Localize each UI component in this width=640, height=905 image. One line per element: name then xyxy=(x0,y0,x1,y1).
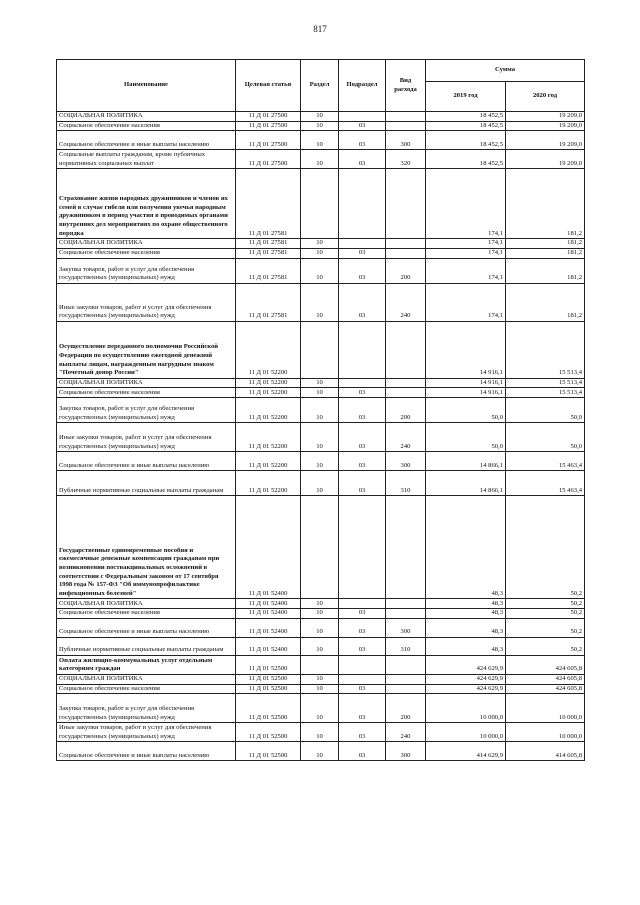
row-target: 11 Д 01 27500 xyxy=(236,121,301,131)
row-target: 11 Д 01 52500 xyxy=(236,684,301,694)
row-target: 11 Д 01 52400 xyxy=(236,599,301,609)
row-subsection xyxy=(339,655,386,674)
row-name: Социальные выплаты гражданам, кроме публичных нормативных социальных выплат xyxy=(57,150,236,169)
row-subsection: 03 xyxy=(339,388,386,398)
row-section: 10 xyxy=(301,723,339,742)
header-expense-type: Вид расхода xyxy=(386,60,426,112)
row-subsection xyxy=(339,378,386,388)
row-expense-type: 240 xyxy=(386,723,426,742)
row-section: 10 xyxy=(301,239,339,249)
row-sum-2019: 14 866,1 xyxy=(426,452,506,471)
row-target: 11 Д 01 52200 xyxy=(236,321,301,378)
row-section: 10 xyxy=(301,742,339,761)
row-subsection: 03 xyxy=(339,471,386,496)
table-row xyxy=(57,239,585,249)
table-row xyxy=(57,121,585,131)
row-sum-2019: 48,3 xyxy=(426,599,506,609)
row-section: 10 xyxy=(301,150,339,169)
row-sum-2020: 50,0 xyxy=(506,423,585,452)
row-sum-2020: 50,0 xyxy=(506,398,585,423)
row-sum-2019: 174,1 xyxy=(426,283,506,321)
row-name: Социальное обеспечение населения xyxy=(57,684,236,694)
page-number: 817 xyxy=(313,24,327,34)
row-name: СОЦИАЛЬНАЯ ПОЛИТИКА xyxy=(57,674,236,684)
row-target: 11 Д 01 52200 xyxy=(236,388,301,398)
row-section xyxy=(301,321,339,378)
row-sum-2020: 10 000,0 xyxy=(506,723,585,742)
row-section: 10 xyxy=(301,471,339,496)
row-sum-2019: 174,1 xyxy=(426,248,506,258)
row-name: СОЦИАЛЬНАЯ ПОЛИТИКА xyxy=(57,239,236,249)
row-section: 10 xyxy=(301,121,339,131)
table-row xyxy=(57,674,585,684)
row-target: 11 Д 01 52400 xyxy=(236,618,301,637)
row-expense-type: 320 xyxy=(386,150,426,169)
row-name: Закупка товаров, работ и услуг для обеспечения государственных (муниципальных) нужд xyxy=(57,694,236,723)
row-sum-2020: 181,2 xyxy=(506,248,585,258)
row-section: 10 xyxy=(301,684,339,694)
table-row xyxy=(57,637,585,655)
row-name: Социальное обеспечение и иные выплаты населению xyxy=(57,742,236,761)
row-sum-2020: 50,2 xyxy=(506,599,585,609)
row-section xyxy=(301,655,339,674)
row-sum-2020: 50,2 xyxy=(506,609,585,619)
row-expense-type: 300 xyxy=(386,742,426,761)
row-name: Публичные нормативные социальные выплаты гражданам xyxy=(57,471,236,496)
row-name: Закупка товаров, работ и услуг для обеспечения государственных (муниципальных) нужд xyxy=(57,398,236,423)
row-expense-type xyxy=(386,321,426,378)
row-subsection: 03 xyxy=(339,742,386,761)
row-sum-2020: 19 209,0 xyxy=(506,150,585,169)
row-name: Социальное обеспечение и иные выплаты населению xyxy=(57,618,236,637)
row-sum-2020: 50,2 xyxy=(506,496,585,599)
row-sum-2019: 14 916,1 xyxy=(426,378,506,388)
table-row xyxy=(57,131,585,150)
row-name: Социальное обеспечение населения xyxy=(57,248,236,258)
row-target: 11 Д 01 52200 xyxy=(236,378,301,388)
row-subsection: 03 xyxy=(339,684,386,694)
row-sum-2020: 181,2 xyxy=(506,283,585,321)
row-sum-2019: 414 629,9 xyxy=(426,742,506,761)
row-section: 10 xyxy=(301,112,339,122)
row-subsection xyxy=(339,112,386,122)
row-name: Социальное обеспечение населения xyxy=(57,121,236,131)
table-row xyxy=(57,723,585,742)
row-sum-2019: 48,3 xyxy=(426,618,506,637)
row-sum-2020: 50,2 xyxy=(506,637,585,655)
row-subsection: 03 xyxy=(339,423,386,452)
row-subsection xyxy=(339,674,386,684)
row-section: 10 xyxy=(301,248,339,258)
row-sum-2019: 14 916,1 xyxy=(426,388,506,398)
row-subsection: 03 xyxy=(339,131,386,150)
row-expense-type xyxy=(386,674,426,684)
row-section: 10 xyxy=(301,378,339,388)
row-subsection: 03 xyxy=(339,398,386,423)
row-sum-2019: 50,0 xyxy=(426,398,506,423)
table-row xyxy=(57,398,585,423)
row-sum-2019: 48,3 xyxy=(426,637,506,655)
table-row xyxy=(57,423,585,452)
table-row xyxy=(57,258,585,283)
row-subsection: 03 xyxy=(339,248,386,258)
row-sum-2020: 50,2 xyxy=(506,618,585,637)
row-target: 11 Д 01 52400 xyxy=(236,637,301,655)
row-sum-2020: 181,2 xyxy=(506,239,585,249)
row-sum-2020: 424 605,8 xyxy=(506,655,585,674)
row-section: 10 xyxy=(301,674,339,684)
table-body xyxy=(57,112,585,761)
table-row xyxy=(57,283,585,321)
row-sum-2019: 18 452,5 xyxy=(426,112,506,122)
table-row xyxy=(57,684,585,694)
row-name: Закупка товаров, работ и услуг для обеспечения государственных (муниципальных) нужд xyxy=(57,258,236,283)
row-target: 11 Д 01 27581 xyxy=(236,258,301,283)
header-subsection: Подраздел xyxy=(339,60,386,112)
row-name: Страхование жизни народных дружинников и членов их семей в случае гибели или получения увечья народным дружинником в период участия в проводимых органами внутренних дел мероприятиях по охране общественного порядка xyxy=(57,169,236,239)
row-target: 11 Д 01 52500 xyxy=(236,742,301,761)
row-sum-2020: 424 605,8 xyxy=(506,674,585,684)
row-target: 11 Д 01 52200 xyxy=(236,423,301,452)
row-sum-2020: 15 513,4 xyxy=(506,378,585,388)
header-sum: Сумма xyxy=(426,60,585,82)
row-sum-2020: 10 000,0 xyxy=(506,694,585,723)
row-sum-2020: 19 209,0 xyxy=(506,112,585,122)
row-target: 11 Д 01 52500 xyxy=(236,674,301,684)
row-expense-type xyxy=(386,388,426,398)
row-target: 11 Д 01 27500 xyxy=(236,131,301,150)
row-name: Иные закупки товаров, работ и услуг для обеспечения государственных (муниципальных) нужд xyxy=(57,423,236,452)
row-subsection: 03 xyxy=(339,618,386,637)
row-section: 10 xyxy=(301,609,339,619)
row-subsection: 03 xyxy=(339,723,386,742)
table-row xyxy=(57,599,585,609)
table-row xyxy=(57,169,585,239)
header-2019: 2019 год xyxy=(426,82,506,112)
row-name: Социальное обеспечение и иные выплаты населению xyxy=(57,131,236,150)
row-expense-type xyxy=(386,599,426,609)
row-subsection: 03 xyxy=(339,258,386,283)
row-section xyxy=(301,169,339,239)
row-name: Оплата жилищно-коммунальных услуг отдельным категориям граждан xyxy=(57,655,236,674)
row-subsection xyxy=(339,599,386,609)
row-expense-type: 300 xyxy=(386,452,426,471)
row-sum-2019: 18 452,5 xyxy=(426,150,506,169)
row-target: 11 Д 01 52500 xyxy=(236,723,301,742)
row-sum-2019: 14 916,1 xyxy=(426,321,506,378)
row-name: Государственные единовременные пособия и ежемесячные денежные компенсации гражданам при возникновении поствакцинальных осложнений в соответствии с Федеральным законом от 17 сентября 1998 года № 157-ФЗ "Об иммунопрофилактике инфекционных болезней" xyxy=(57,496,236,599)
row-section: 10 xyxy=(301,283,339,321)
row-name: СОЦИАЛЬНАЯ ПОЛИТИКА xyxy=(57,112,236,122)
row-name: СОЦИАЛЬНАЯ ПОЛИТИКА xyxy=(57,378,236,388)
row-expense-type: 310 xyxy=(386,471,426,496)
table-row xyxy=(57,452,585,471)
table-row xyxy=(57,618,585,637)
row-target: 11 Д 01 52200 xyxy=(236,471,301,496)
row-name: Осуществление переданного полномочия Российской Федерации по осуществлению ежегодной денежной выплаты лицам, награжденным нагрудным знаком "Почетный донор России" xyxy=(57,321,236,378)
table-row xyxy=(57,388,585,398)
row-section: 10 xyxy=(301,398,339,423)
row-expense-type xyxy=(386,121,426,131)
row-target: 11 Д 01 52400 xyxy=(236,609,301,619)
row-sum-2020: 19 209,0 xyxy=(506,121,585,131)
row-name: Социальное обеспечение населения xyxy=(57,388,236,398)
row-target: 11 Д 01 27581 xyxy=(236,283,301,321)
header-name: Наименование xyxy=(57,60,236,112)
row-sum-2019: 18 452,5 xyxy=(426,131,506,150)
table-row xyxy=(57,694,585,723)
row-sum-2020: 15 463,4 xyxy=(506,471,585,496)
row-subsection xyxy=(339,239,386,249)
row-expense-type: 200 xyxy=(386,694,426,723)
row-subsection: 03 xyxy=(339,150,386,169)
row-subsection: 03 xyxy=(339,694,386,723)
row-sum-2020: 424 605,8 xyxy=(506,684,585,694)
row-sum-2019: 174,1 xyxy=(426,258,506,283)
table-row xyxy=(57,655,585,674)
row-section: 10 xyxy=(301,258,339,283)
row-name: Публичные нормативные социальные выплаты гражданам xyxy=(57,637,236,655)
row-subsection xyxy=(339,496,386,599)
table-row xyxy=(57,112,585,122)
row-section xyxy=(301,496,339,599)
row-sum-2020: 181,2 xyxy=(506,169,585,239)
row-sum-2020: 414 605,8 xyxy=(506,742,585,761)
row-expense-type: 240 xyxy=(386,423,426,452)
row-expense-type xyxy=(386,112,426,122)
row-section: 10 xyxy=(301,423,339,452)
row-sum-2020: 15 513,4 xyxy=(506,388,585,398)
row-target: 11 Д 01 27500 xyxy=(236,150,301,169)
table-row xyxy=(57,150,585,169)
row-target: 11 Д 01 27581 xyxy=(236,248,301,258)
row-target: 11 Д 01 52400 xyxy=(236,496,301,599)
row-expense-type xyxy=(386,239,426,249)
row-subsection: 03 xyxy=(339,121,386,131)
row-sum-2020: 19 209,0 xyxy=(506,131,585,150)
row-expense-type: 200 xyxy=(386,398,426,423)
table-row xyxy=(57,496,585,599)
row-expense-type xyxy=(386,378,426,388)
row-section: 10 xyxy=(301,618,339,637)
row-sum-2019: 48,3 xyxy=(426,496,506,599)
table-row xyxy=(57,742,585,761)
row-name: Иные закупки товаров, работ и услуг для обеспечения государственных (муниципальных) нужд xyxy=(57,283,236,321)
row-target: 11 Д 01 52500 xyxy=(236,694,301,723)
row-subsection: 03 xyxy=(339,637,386,655)
table-row xyxy=(57,609,585,619)
row-sum-2020: 15 463,4 xyxy=(506,452,585,471)
row-sum-2019: 18 452,5 xyxy=(426,121,506,131)
row-expense-type xyxy=(386,655,426,674)
row-name: Иные закупки товаров, работ и услуг для обеспечения государственных (муниципальных) нужд xyxy=(57,723,236,742)
row-sum-2019: 14 866,1 xyxy=(426,471,506,496)
row-expense-type: 310 xyxy=(386,637,426,655)
row-sum-2019: 424 629,9 xyxy=(426,674,506,684)
budget-table xyxy=(56,59,585,761)
row-expense-type xyxy=(386,684,426,694)
row-sum-2020: 15 513,4 xyxy=(506,321,585,378)
row-target: 11 Д 01 27500 xyxy=(236,112,301,122)
row-sum-2019: 48,3 xyxy=(426,609,506,619)
row-expense-type xyxy=(386,169,426,239)
row-section: 10 xyxy=(301,637,339,655)
row-sum-2019: 50,0 xyxy=(426,423,506,452)
row-sum-2019: 174,1 xyxy=(426,169,506,239)
row-section: 10 xyxy=(301,452,339,471)
row-sum-2019: 10 000,0 xyxy=(426,694,506,723)
row-name: Социальное обеспечение населения xyxy=(57,609,236,619)
row-name: Социальное обеспечение и иные выплаты населению xyxy=(57,452,236,471)
row-target: 11 Д 01 27581 xyxy=(236,239,301,249)
row-sum-2019: 424 629,9 xyxy=(426,684,506,694)
row-expense-type: 300 xyxy=(386,131,426,150)
row-expense-type: 240 xyxy=(386,283,426,321)
header-2020: 2020 год xyxy=(506,82,585,112)
row-subsection xyxy=(339,321,386,378)
row-expense-type xyxy=(386,248,426,258)
row-sum-2019: 10 000,0 xyxy=(426,723,506,742)
table-row xyxy=(57,378,585,388)
row-name: СОЦИАЛЬНАЯ ПОЛИТИКА xyxy=(57,599,236,609)
table-row xyxy=(57,321,585,378)
row-expense-type: 300 xyxy=(386,618,426,637)
row-expense-type xyxy=(386,609,426,619)
table-row xyxy=(57,248,585,258)
row-section: 10 xyxy=(301,388,339,398)
row-sum-2020: 181,2 xyxy=(506,258,585,283)
row-target: 11 Д 01 52200 xyxy=(236,398,301,423)
row-section: 10 xyxy=(301,131,339,150)
row-target: 11 Д 01 27581 xyxy=(236,169,301,239)
header-target: Целевая статья xyxy=(236,60,301,112)
header-section: Раздел xyxy=(301,60,339,112)
row-subsection xyxy=(339,169,386,239)
row-subsection: 03 xyxy=(339,452,386,471)
row-sum-2019: 174,1 xyxy=(426,239,506,249)
row-expense-type xyxy=(386,496,426,599)
row-subsection: 03 xyxy=(339,283,386,321)
row-target: 11 Д 01 52200 xyxy=(236,452,301,471)
table-row xyxy=(57,471,585,496)
row-expense-type: 200 xyxy=(386,258,426,283)
row-target: 11 Д 01 52500 xyxy=(236,655,301,674)
row-subsection: 03 xyxy=(339,609,386,619)
row-section: 10 xyxy=(301,694,339,723)
row-sum-2019: 424 629,9 xyxy=(426,655,506,674)
row-section: 10 xyxy=(301,599,339,609)
